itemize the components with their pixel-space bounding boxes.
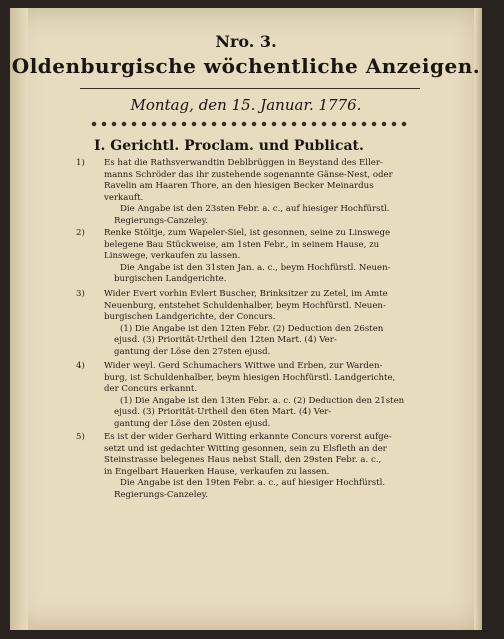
notice-line: Wider weyl. Gerd Schumachers Wittwe und Erben, zur Warden- — [104, 361, 383, 371]
notice-line: ejusd. (3) Priorität-Urtheil den 12ten Mart. (4) Ver- — [114, 335, 337, 345]
notice-line: Die Angabe ist den 19ten Febr. a. c., auf hiesiger Hochfürstl. — [120, 478, 386, 488]
notice-1 — [76, 158, 476, 230]
notice-line: Regierungs-Canzeley. — [114, 215, 209, 226]
notice-number: 1) — [76, 158, 85, 168]
notice-5 — [76, 432, 476, 504]
notice-line: Renke Stöltje, zum Wapeler-Siel, ist gesonnen, seine zu Linswege — [104, 228, 391, 238]
notice-line: belegene Bau Stückweise, am 1sten Febr., in seinem Hause, zu — [104, 239, 380, 250]
notice-number: 3) — [76, 289, 85, 299]
notice-line: Ravelin am Haaren Thore, an den hiesigen Becker Meinardus — [104, 181, 374, 191]
notice-3 — [76, 289, 476, 361]
notice-line: setzt und ist gedachter Witting gesonnen, sein zu Elsfleth an der — [104, 443, 387, 454]
notice-line: verkauft. — [104, 192, 144, 203]
notice-line: Linswege, verkaufen zu lassen. — [104, 251, 241, 261]
notice-line: Steinstrasse belegenes Haus nebst Stall, den 29sten Febr. a. c., — [104, 455, 382, 465]
notice-line: Die Angabe ist den 31sten Jan. a. c., beym Hochfürstl. Neuen- — [120, 262, 391, 273]
notice-line: Es hat die Rathsverwandtin Deblbrüggen in Beystand des Eller- — [104, 158, 383, 168]
notice-number: 2) — [76, 228, 85, 238]
notice-line: burg, ist Schuldenhalber, beym hiesigen Hochfürstl. Landgerichte, — [104, 372, 396, 383]
notice-line: Es ist der wider Gerhard Witting erkannte Concurs vorerst aufge- — [104, 432, 392, 442]
notice-line: gantung der Löse den 20sten ejusd. — [114, 418, 271, 429]
notice-line: manns Schröder das ihr zustehende sogenannte Gänse-Nest, oder — [104, 169, 393, 180]
ornamental-border — [90, 120, 410, 129]
notice-line: (1) Die Angabe ist den 13ten Febr. a. c. (2) Deduction den 21sten — [120, 395, 405, 406]
notice-line: gantung der Löse den 27sten ejusd. — [114, 346, 271, 357]
notice-line: der Concurs erkannt. — [104, 384, 198, 394]
newspaper-page — [10, 8, 482, 630]
title-rule — [80, 88, 420, 89]
issue-number: Nro. 3. — [215, 32, 277, 51]
notice-line: Regierungs-Canzeley. — [114, 489, 209, 500]
notice-line: Neuenburg, entstehet Schuldenhalber, beym Hochfürstl. Neuen- — [104, 300, 386, 311]
notice-line: burgischen Landgerichte, der Concurs. — [104, 312, 276, 322]
notice-number: 5) — [76, 432, 85, 442]
notice-4 — [76, 361, 476, 433]
newspaper-title: Oldenburgische wöchentliche Anzeigen. — [11, 54, 481, 78]
section-heading: I. Gerichtl. Proclam. und Publicat. — [94, 138, 364, 154]
notice-2 — [76, 228, 476, 288]
notice-line: (1) Die Angabe ist den 12ten Febr. (2) Deduction den 26sten — [120, 323, 384, 334]
issue-date: Montag, den 15. Januar. 1776. — [130, 96, 362, 114]
notice-line: Die Angabe ist den 23sten Febr. a. c., auf hiesiger Hochfürstl. — [120, 204, 390, 214]
notice-number: 4) — [76, 361, 85, 371]
notice-line: ejusd. (3) Priorität-Urtheil den 6ten Mart. (4) Ver- — [114, 407, 332, 417]
notice-line: Wider Evert vorhin Evlert Buscher, Brinksitzer zu Zetel, im Amte — [104, 289, 388, 299]
notice-line: burgischen Landgerichte. — [114, 274, 227, 284]
notice-line: in Engelbart Hauerken Hause, verkaufen zu lassen. — [104, 466, 330, 477]
